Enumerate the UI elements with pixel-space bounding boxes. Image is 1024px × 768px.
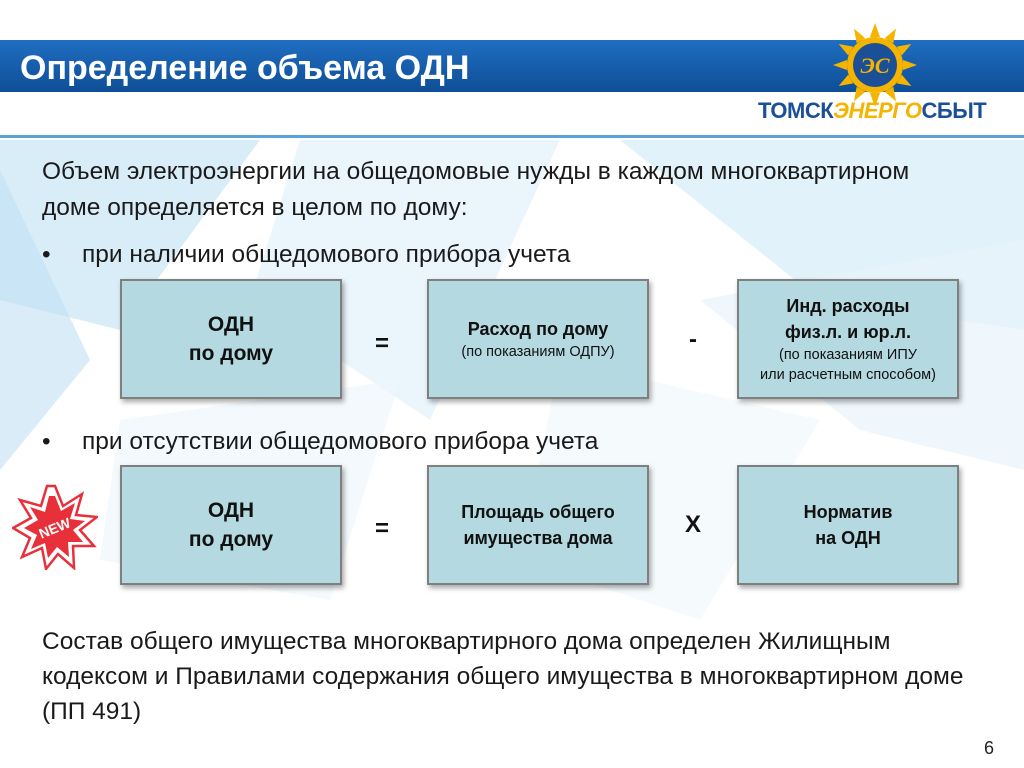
box-note1: (по показаниям ИПУ <box>779 347 917 363</box>
formula1-individual-consumption-box <box>737 279 959 399</box>
box-note: (по показаниям ОДПУ) <box>461 344 615 360</box>
box-line2: физ.л. и юр.л. <box>784 322 912 342</box>
box-line1: ОДН <box>207 499 255 522</box>
bullet-dot: • <box>42 241 51 268</box>
box-line2: по дому <box>188 342 274 365</box>
formula2-multiply: Х <box>684 511 701 538</box>
formula1-house-consumption-box <box>427 279 649 399</box>
logo-text-part1: ТОМСК <box>758 98 834 123</box>
box-line1: ОДН <box>207 313 255 336</box>
formula2-norm-box <box>737 465 959 585</box>
formula2-common-area-box <box>427 465 649 585</box>
box-line1: Норматив <box>803 502 893 522</box>
formula1-equals: = <box>374 330 389 357</box>
formula1-odn-box <box>120 279 342 399</box>
formula2-equals: = <box>374 515 389 542</box>
new-badge-icon <box>12 484 98 570</box>
box-line2: имущества дома <box>463 528 613 548</box>
box-line2: на ОДН <box>815 528 881 548</box>
badge-text: NEW <box>36 514 73 542</box>
bullet-dot: • <box>42 428 51 455</box>
box-line1: Расход по дому <box>467 319 609 339</box>
bullet-label: при отсутствии общедомового прибора учета <box>82 428 599 455</box>
box-line1: Площадь общего <box>461 502 615 522</box>
logo-text-part2: ЭНЕРГО <box>833 98 922 123</box>
formula1-minus: - <box>689 326 697 353</box>
box-line1: Инд. расходы <box>786 296 910 316</box>
formula2-odn-box <box>120 465 342 585</box>
bullet-label: при наличии общедомового прибора учета <box>82 241 571 268</box>
box-line2: по дому <box>188 528 274 551</box>
slide-title: Определение объема ОДН <box>20 49 470 87</box>
logo-emblem-text: ЭС <box>860 53 890 78</box>
header-divider <box>0 135 1024 138</box>
intro-paragraph: Объем электроэнергии на общедомовые нужды в каждом многоквартирном доме определяется в целом по дому: <box>42 158 910 221</box>
sun-logo-icon <box>832 22 918 108</box>
page-number: 6 <box>984 738 995 758</box>
closing-paragraph: Состав общего имущества многоквартирного дома определен Жилищным кодексом и Правилами содержания общего имущества в многоквартирном доме (ПП 491) <box>42 628 964 725</box>
logo-text-part3: СБЫТ <box>921 98 987 123</box>
company-logo-text <box>758 97 998 125</box>
box-note2: или расчетным способом) <box>760 367 936 383</box>
